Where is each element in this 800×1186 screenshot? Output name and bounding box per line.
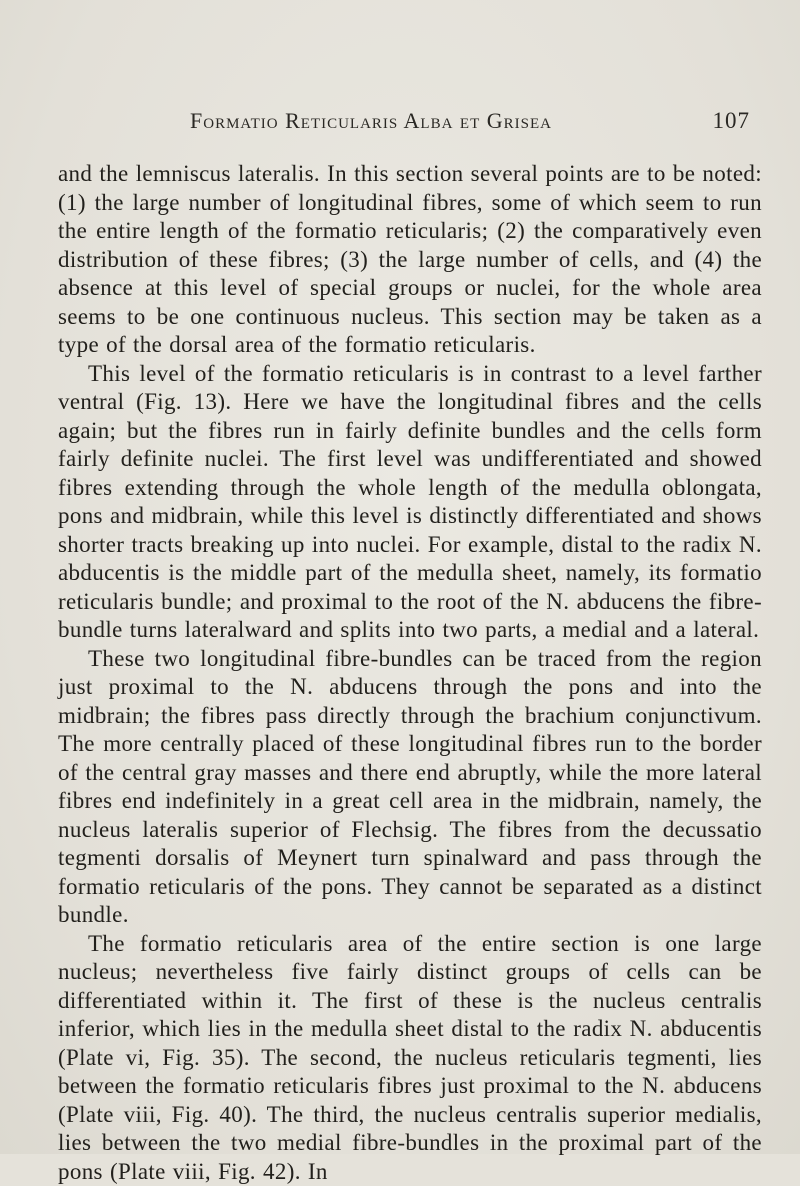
running-title: Formatio Reticularis Alba et Grisea (190, 108, 552, 134)
paragraph-1: and the lemniscus lateralis. In this section several points are to be noted: (1) the large number of longitudinal fibres, some of which seem to run the entire length of the formatio reticularis; (2) the comparatively even distribution of these fibres; (3) the large number of cells, and (4) the absence at this level of special groups or nuclei, for the whole area seems to be one continuous nucleus. This section may be taken as a type of the dorsal area of the formatio reticularis. (58, 160, 762, 360)
running-head (190, 108, 750, 138)
paragraph-2: This level of the formatio reticularis is in contrast to a level farther ventral (Fig. 13). Here we have the longitudinal fibres and the cells again; but the fibres run in fairly definite bundles and the cells form fairly definite nuclei. The first level was undifferentiated and showed fibres extending through the whole length of the medulla oblongata, pons and midbrain, while this level is distinctly differentiated and shows shorter tracts breaking up into nuclei. For example, distal to the radix N. abducentis is the middle part of the medulla sheet, namely, its formatio reticularis bundle; and proximal to the root of the N. abducens the fibre-bundle turns lateralward and splits into two parts, a medial and a lateral. (58, 360, 762, 645)
body-text (58, 160, 762, 1186)
page-number: 107 (713, 108, 751, 134)
paragraph-3: These two longitudinal fibre-bundles can be traced from the region just proximal to the N. abducens through the pons and into the midbrain; the fibres pass directly through the brachium conjunctivum. The more centrally placed of these longitudinal fibres run to the border of the central gray masses and there end abruptly, while the more lateral fibres end indefinitely in a great cell area in the midbrain, namely, the nucleus lateralis superior of Flechsig. The fibres from the decussatio tegmenti dorsalis of Meynert turn spinalward and pass through the formatio reticularis of the pons. They cannot be separated as a distinct bundle. (58, 645, 762, 930)
paragraph-4: The formatio reticularis area of the entire section is one large nucleus; nevertheless five fairly distinct groups of cells can be differentiated within it. The first of these is the nucleus centralis inferior, which lies in the medulla sheet distal to the radix N. abducentis (Plate vi, Fig. 35). The second, the nucleus reticularis tegmenti, lies between the formatio reticularis fibres just proximal to the N. abducens (Plate viii, Fig. 40). The third, the nucleus centralis superior medialis, lies between the two medial fibre-bundles in the proximal part of the pons (Plate viii, Fig. 42). In (58, 930, 762, 1186)
